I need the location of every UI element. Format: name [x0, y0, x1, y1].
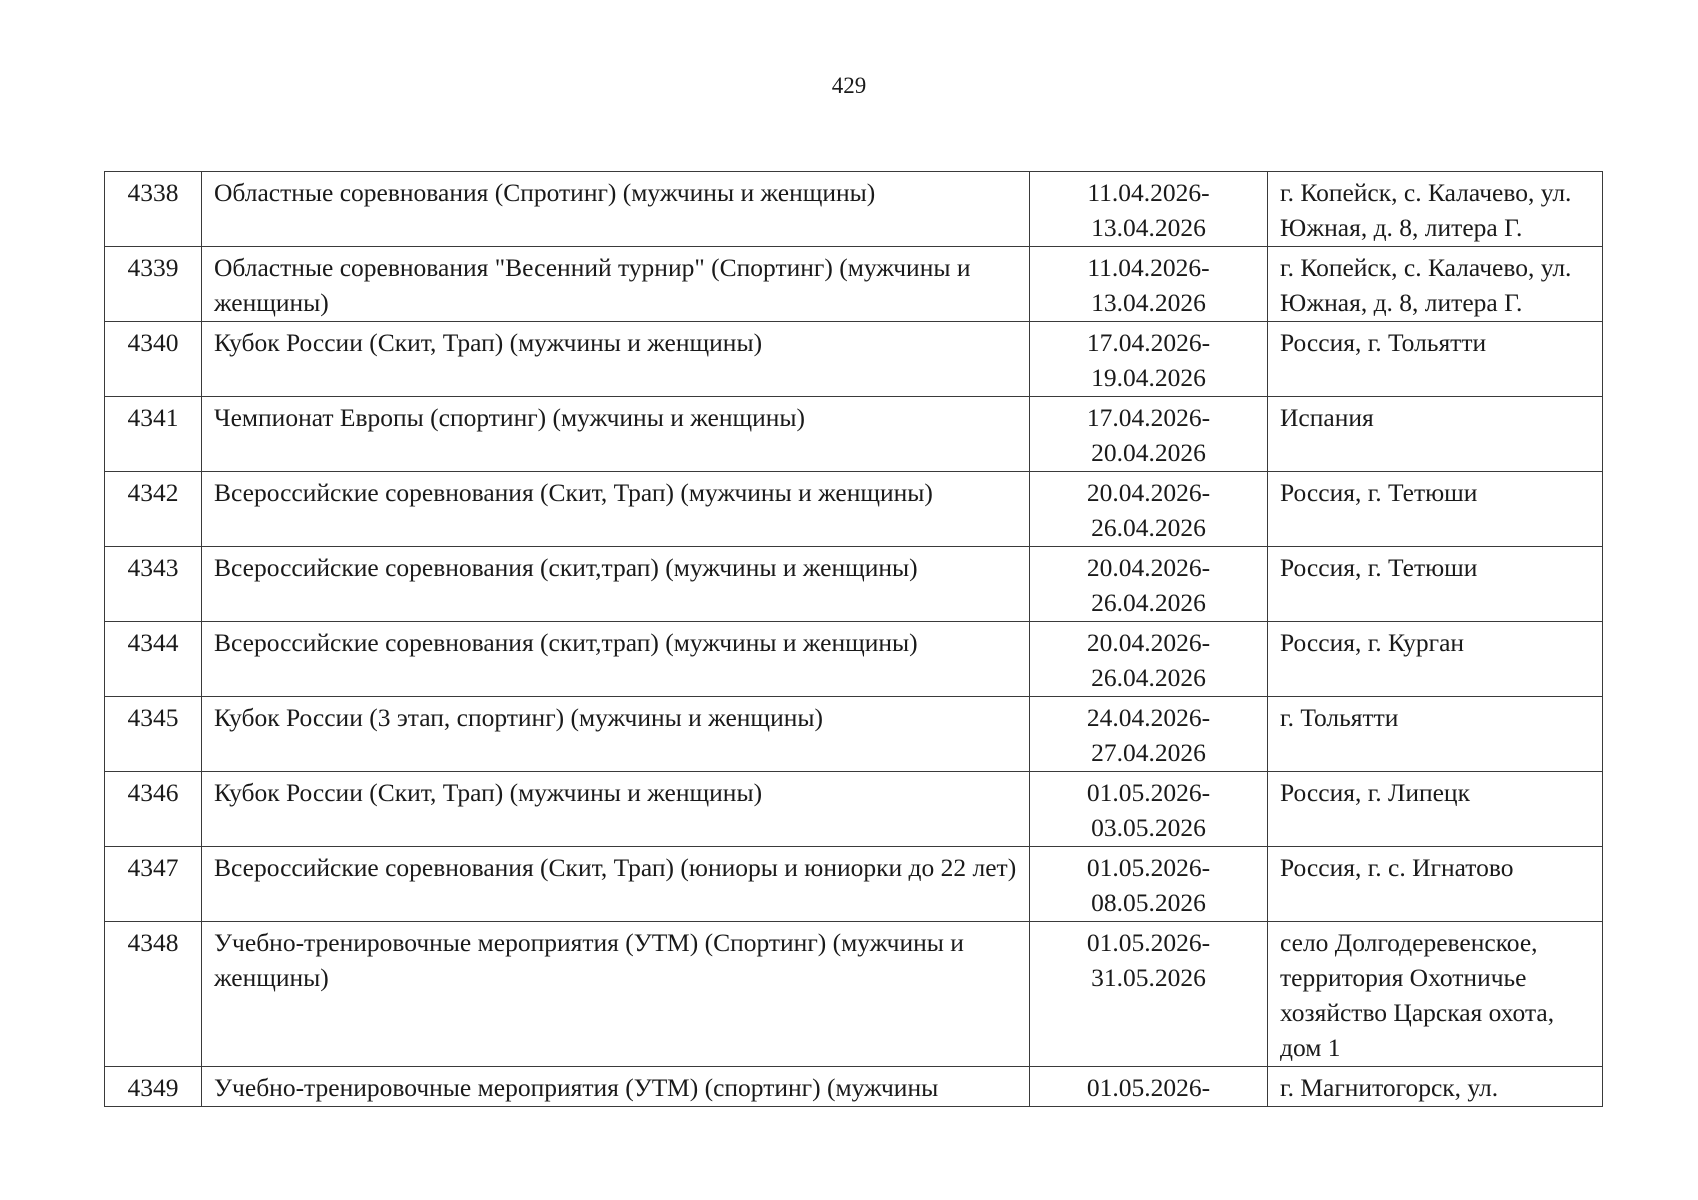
- row-number: 4344: [105, 622, 202, 697]
- row-number: 4348: [105, 922, 202, 1067]
- event-place: г. Копейск, с. Калачево, ул. Южная, д. 8, литера Г.: [1268, 247, 1603, 322]
- event-dates: [1030, 772, 1268, 847]
- events-table: [104, 171, 1603, 1107]
- event-place: г. Копейск, с. Калачево, ул. Южная, д. 8, литера Г.: [1268, 172, 1603, 247]
- event-dates: [1030, 397, 1268, 472]
- event-dates: [1030, 322, 1268, 397]
- table-row: [105, 397, 1603, 472]
- event-name: Чемпионат Европы (спортинг) (мужчины и женщины): [202, 397, 1030, 472]
- date-end: 08.05.2026: [1091, 888, 1206, 917]
- date-start: 01.05.2026-: [1086, 853, 1211, 882]
- table-row: [105, 322, 1603, 397]
- event-dates: [1030, 247, 1268, 322]
- date-start: 17.04.2026-: [1086, 328, 1211, 357]
- date-end: 26.04.2026: [1091, 513, 1206, 542]
- date-start: 01.05.2026-: [1086, 928, 1211, 957]
- event-name: Областные соревнования "Весенний турнир" (Спортинг) (мужчины и женщины): [202, 247, 1030, 322]
- row-number: 4345: [105, 697, 202, 772]
- date-end: 31.05.2026: [1091, 963, 1206, 992]
- date-start: 01.05.2026-: [1086, 778, 1211, 807]
- date-start: 11.04.2026-: [1087, 178, 1210, 207]
- table-row: [105, 1067, 1603, 1107]
- date-start: 24.04.2026-: [1086, 703, 1211, 732]
- row-number: 4343: [105, 547, 202, 622]
- event-name: Всероссийские соревнования (скит,трап) (мужчины и женщины): [202, 622, 1030, 697]
- date-end: 03.05.2026: [1091, 813, 1206, 842]
- event-name: Всероссийские соревнования (Скит, Трап) (мужчины и женщины): [202, 472, 1030, 547]
- event-place: село Долгодеревенское, территория Охотничье хозяйство Царская охота, дом 1: [1268, 922, 1603, 1067]
- table-row: [105, 247, 1603, 322]
- event-place: Россия, г. Тольятти: [1268, 322, 1603, 397]
- event-place: Россия, г. Липецк: [1268, 772, 1603, 847]
- event-name: Всероссийские соревнования (Скит, Трап) (юниоры и юниорки до 22 лет): [202, 847, 1030, 922]
- event-name: Кубок России (3 этап, спортинг) (мужчины и женщины): [202, 697, 1030, 772]
- event-dates: [1030, 697, 1268, 772]
- event-dates: [1030, 922, 1268, 1067]
- date-end: 26.04.2026: [1091, 588, 1206, 617]
- date-start: 11.04.2026-: [1087, 253, 1210, 282]
- table-row: [105, 922, 1603, 1067]
- table-row: [105, 622, 1603, 697]
- event-name: Областные соревнования (Спротинг) (мужчины и женщины): [202, 172, 1030, 247]
- event-name: Всероссийские соревнования (скит,трап) (мужчины и женщины): [202, 547, 1030, 622]
- date-start: 17.04.2026-: [1086, 403, 1211, 432]
- table-row: [105, 172, 1603, 247]
- row-number: 4341: [105, 397, 202, 472]
- date-start: 20.04.2026-: [1086, 628, 1211, 657]
- row-number: 4349: [105, 1067, 202, 1107]
- row-number: 4340: [105, 322, 202, 397]
- event-name: Учебно-тренировочные мероприятия (УТМ) (спортинг) (мужчины: [202, 1067, 1030, 1107]
- date-end: 13.04.2026: [1091, 288, 1206, 317]
- event-dates: [1030, 622, 1268, 697]
- event-dates: [1030, 472, 1268, 547]
- event-dates: [1030, 1067, 1268, 1107]
- event-dates: [1030, 847, 1268, 922]
- event-name: Кубок России (Скит, Трап) (мужчины и женщины): [202, 772, 1030, 847]
- row-number: 4346: [105, 772, 202, 847]
- row-number: 4338: [105, 172, 202, 247]
- row-number: 4347: [105, 847, 202, 922]
- event-place: Россия, г. Тетюши: [1268, 547, 1603, 622]
- event-place: г. Тольятти: [1268, 697, 1603, 772]
- date-end: 26.04.2026: [1091, 663, 1206, 692]
- event-place: Россия, г. Курган: [1268, 622, 1603, 697]
- date-start: 01.05.2026-: [1086, 1073, 1211, 1102]
- event-place: г. Магнитогорск, ул.: [1268, 1067, 1603, 1107]
- date-start: 20.04.2026-: [1086, 553, 1211, 582]
- event-name: Учебно-тренировочные мероприятия (УТМ) (Спортинг) (мужчины и женщины): [202, 922, 1030, 1067]
- table-row: [105, 472, 1603, 547]
- date-end: 13.04.2026: [1091, 213, 1206, 242]
- event-name: Кубок России (Скит, Трап) (мужчины и женщины): [202, 322, 1030, 397]
- event-dates: [1030, 547, 1268, 622]
- page-number: 429: [831, 73, 867, 98]
- date-end: 19.04.2026: [1091, 363, 1206, 392]
- event-dates: [1030, 172, 1268, 247]
- date-start: 20.04.2026-: [1086, 478, 1211, 507]
- table-row: [105, 697, 1603, 772]
- row-number: 4339: [105, 247, 202, 322]
- row-number: 4342: [105, 472, 202, 547]
- event-place: Испания: [1268, 397, 1603, 472]
- event-place: Россия, г. Тетюши: [1268, 472, 1603, 547]
- table-row: [105, 547, 1603, 622]
- date-end: 20.04.2026: [1091, 438, 1206, 467]
- date-end: 27.04.2026: [1091, 738, 1206, 767]
- event-place: Россия, г. с. Игнатово: [1268, 847, 1603, 922]
- table-row: [105, 847, 1603, 922]
- table-row: [105, 772, 1603, 847]
